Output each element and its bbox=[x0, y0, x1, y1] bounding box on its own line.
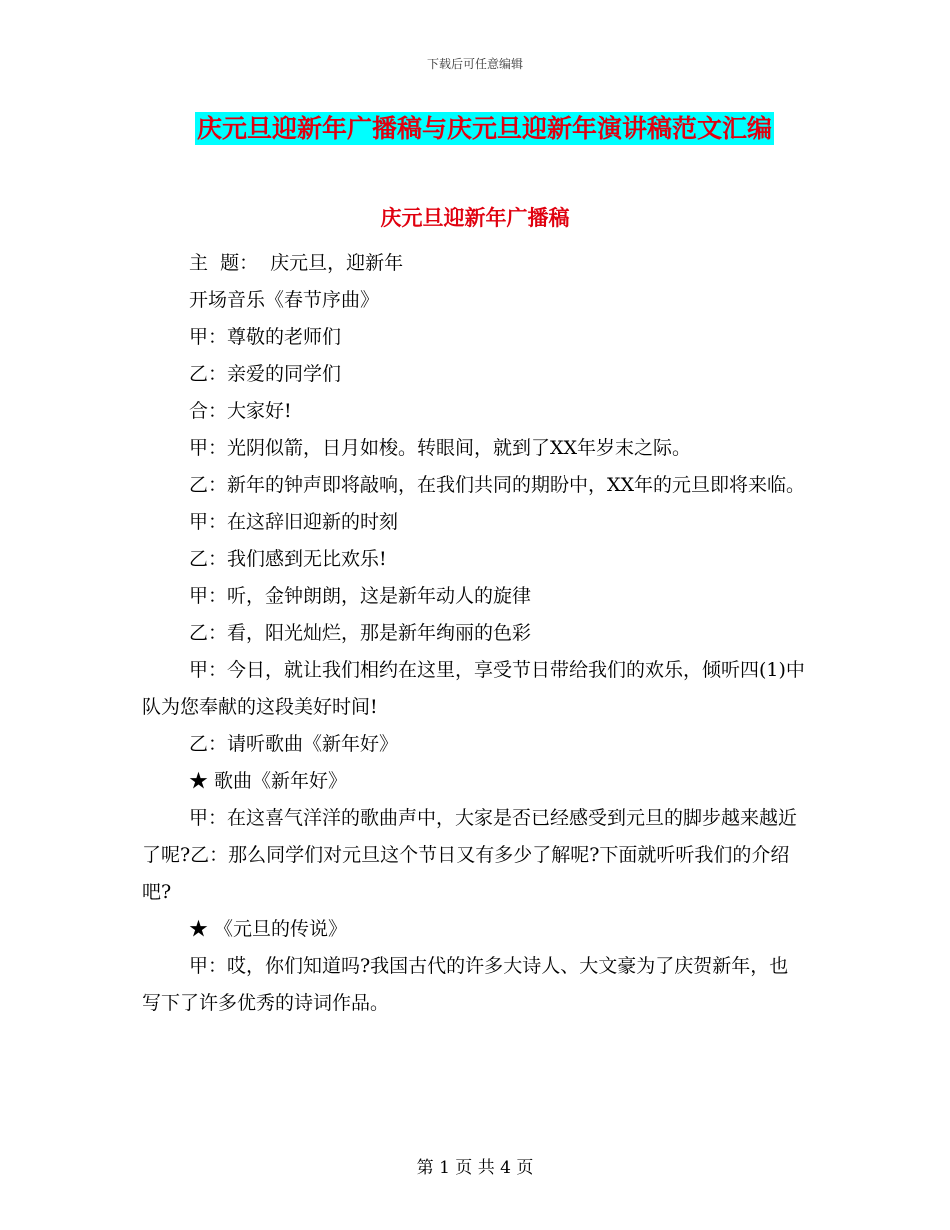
paragraph: 甲：今日，就让我们相约在这里，享受节日带给我们的欢乐，倾听四(1)中队为您奉献的这段美好时间! bbox=[142, 659, 805, 718]
paragraph: ★ 《元旦的传说》 bbox=[189, 918, 348, 940]
paragraph: 主 题： 庆元旦，迎新年 bbox=[189, 252, 404, 274]
section-title: 庆元旦迎新年广播稿 bbox=[380, 205, 570, 230]
paragraph: 乙：请听歌曲《新年好》 bbox=[189, 733, 399, 755]
paragraph: 开场音乐《春节序曲》 bbox=[189, 289, 380, 311]
paragraph: 乙：看，阳光灿烂，那是新年绚丽的色彩 bbox=[189, 622, 532, 644]
page-footer: 第 1 页 共 4 页 bbox=[416, 1158, 534, 1178]
header-note: 下载后可任意编辑 bbox=[426, 57, 523, 71]
document-title: 庆元旦迎新年广播稿与庆元旦迎新年演讲稿范文汇编 bbox=[197, 114, 773, 143]
paragraph: 合：大家好! bbox=[189, 400, 292, 422]
paragraph: 甲：哎，你们知道吗?我国古代的许多大诗人、大文豪为了庆贺新年，也写下了许多优秀的诗词作品。 bbox=[142, 955, 789, 1014]
document-body bbox=[142, 245, 807, 1022]
paragraph: 甲：听，金钟朗朗，这是新年动人的旋律 bbox=[189, 585, 532, 607]
paragraph: 乙：我们感到无比欢乐! bbox=[189, 548, 387, 570]
paragraph: 甲：在这喜气洋洋的歌曲声中，大家是否已经感受到元旦的脚步越来越近了呢?乙：那么同学们对元旦这个节日又有多少了解呢?下面就听听我们的介绍吧? bbox=[142, 807, 798, 903]
paragraph: 甲：尊敬的老师们 bbox=[189, 326, 342, 348]
paragraph: 甲：光阴似箭，日月如梭。转眼间，就到了XX年岁末之际。 bbox=[189, 437, 692, 459]
paragraph: ★ 歌曲《新年好》 bbox=[189, 770, 348, 792]
paragraph: 乙：新年的钟声即将敲响，在我们共同的期盼中，XX年的元旦即将来临。 bbox=[189, 474, 806, 496]
paragraph: 甲：在这辞旧迎新的时刻 bbox=[189, 511, 399, 533]
paragraph: 乙：亲爱的同学们 bbox=[189, 363, 342, 385]
